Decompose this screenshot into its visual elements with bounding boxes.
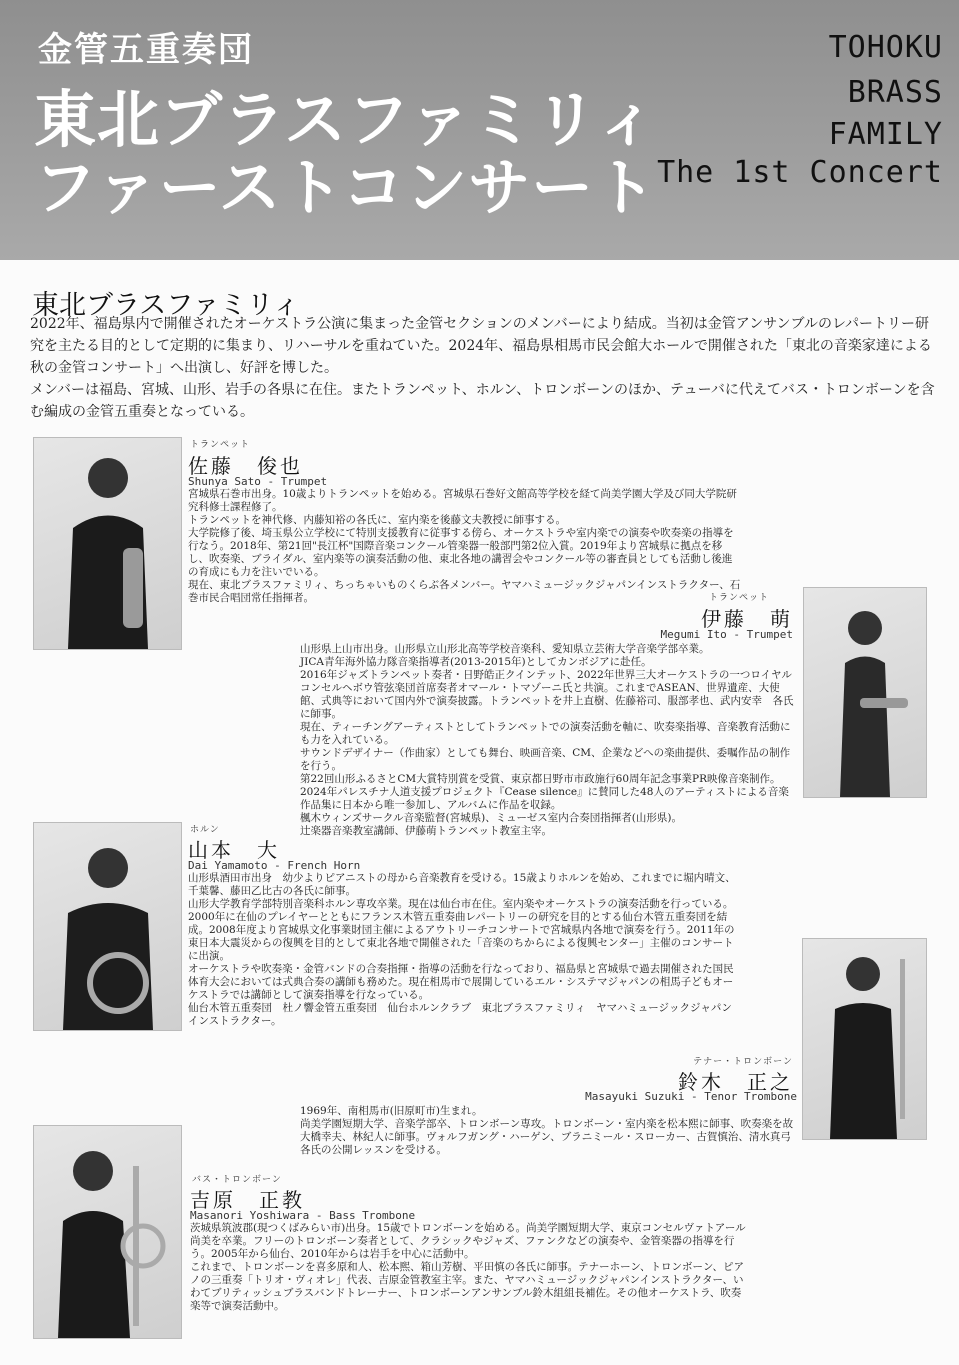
member-instrument-kana: トランペット	[190, 440, 251, 450]
english-title-line-4: The 1st Concert	[657, 155, 943, 190]
bio-paragraph: 大学院修了後、埼玉県公立学校にて特別支援教育に従事する傍ら、オーケストラや室内楽での演奏や吹奏楽の指導を行なう。2018年、第21回"長江杯"国際音楽コンクール管楽器一般部門第2位入賞。2019年より宮城県に拠点を移し、吹奏楽、ブライダル、室内楽等の演奏活動の他、東北各地の講習会やコンクール等の審査員としても活動し後進の育成にも力を注いでいる。	[188, 527, 734, 578]
english-title-line-3: FAMILY	[828, 117, 943, 152]
member-bio	[190, 1222, 746, 1313]
trombone-player-figure	[805, 939, 925, 1139]
trumpet-player-figure	[38, 438, 178, 649]
bio-paragraph: 山形大学教育学部特別音楽科ホルン専攻卒業。現在は仙台市在住。室内楽やオーケストラの演奏活動を行っている。2000年に在仙のプレイヤーとともにフランス木管五重奏曲レパートリーの研究を目的とする仙台木管五重奏団を結成。2008年度より宮城県文化事業財団主催によるアウトリーチコンサートで宮城県内各地で演奏を行う。2011年の東日本大震災からの復興を目的として東北各地で開催された「音楽のちからによる復興センター」主催のコンサートに出演。	[188, 898, 735, 962]
bio-paragraph: JICA青年海外協力隊音楽指導者(2013-2015年)としてカンボジアに赴任。	[300, 656, 652, 668]
bio-paragraph: トランペットを神代修、内藤知裕の各氏に、室内楽を後藤文夫教授に師事する。	[188, 514, 566, 526]
member-bio	[300, 1105, 796, 1157]
bio-paragraph: 1969年、南相馬市(旧原町市)生まれ。	[300, 1105, 483, 1117]
member-bio	[188, 872, 741, 1028]
bio-paragraph: 宮城県石巻市出身。10歳よりトランペットを始める。宮城県石巻好文館高等学校を経て尚美学園大学及び同大学院研究科修士課程修了。	[188, 488, 737, 513]
trumpet-player-figure	[805, 588, 925, 797]
member-instrument-kana: テナー・トロンボーン	[693, 1057, 793, 1067]
member-bio	[188, 488, 741, 605]
bio-paragraph: 現在、東北ブラスファミリィ、ちっちゃいものくらぶ各メンバー。ヤマハミュージックジャパンインストラクター、石巻市民合唱団常任指揮者。	[188, 579, 741, 604]
intro-paragraph-1: 2022年、福島県内で開催されたオーケストラ公演に集まった金管セクションのメンバーにより結成。当初は金管アンサンブルのレパートリー研究を主たる目的として定期的に集まり、リハーサルを重ねていた。2024年、福島県相馬市民会館大ホールで開催された「東北の音楽家達による秋の金管コンサート」へ出演し、好評を博した。	[30, 316, 932, 376]
member-name: 佐藤 俊也	[188, 454, 303, 478]
member-name: 吉原 正教	[190, 1188, 305, 1212]
bio-paragraph: 山形県上山市出身。山形県立山形北高等学校音楽科、愛知県立芸術大学音楽学部卒業。	[300, 643, 710, 655]
horn-player-figure	[38, 823, 178, 1030]
member-name: 山本 大	[188, 838, 280, 862]
bio-paragraph: オーケストラや吹奏楽・金管バンドの合奏指揮・指導の活動を行なっており、福島県と宮城県で過去開催された国民体育大会においては式典合奏の講師も務めた。現在相馬市で展開しているエル・システマジャパンの相馬子どもオーケストラでは講師として演奏指導を行なっている。	[188, 963, 734, 1001]
member-instrument-kana: バス・トロンボーン	[192, 1175, 282, 1185]
member-instrument-kana: トランペット	[708, 593, 769, 603]
intro-text	[30, 313, 935, 423]
member-instrument-kana: ホルン	[190, 825, 220, 835]
bio-paragraph: 辻楽器音楽教室講師、伊藤萌トランペット教室主宰。	[300, 825, 552, 837]
member-photo-ito	[803, 587, 927, 798]
ensemble-type: 金管五重奏団	[38, 30, 254, 70]
bio-paragraph: これまで、トロンボーンを喜多原和人、松本熙、箱山芳樹、平田慎の各氏に師事。テナーホーン、トロンボーン、ピアノの三重奏「トリオ・ヴィオレ」代表、吉原金管教室主宰。また、ヤマハミュージックジャパンインストラクター、いわてブリティッシュブラスバンドトレーナー、トロンボーンアンサンブル鈴木組組長補佐。その他オーケストラ、吹奏楽等で演奏活動中。	[190, 1261, 744, 1312]
intro-paragraph-2: メンバーは福島、宮城、山形、岩手の各県に在住。またトランペット、ホルン、トロンボーンのほか、テューバに代えてバス・トロンボーンを含む編成の金管五重奏となっている。	[30, 382, 935, 420]
member-name: 鈴木 正之	[678, 1070, 793, 1094]
member-photo-yoshiwara	[33, 1125, 182, 1339]
english-title-line-1: TOHOKU	[828, 30, 943, 65]
bio-paragraph: 第22回山形ふるさとCM大賞特別賞を受賞、東京都日野市市政施行60周年記念事業PR映像音楽制作。2024年パレスチナ人道支援プロジェクト『Cease silence』に賛同した48人のアーティストによる音楽作品集に日本から唯一参加し、アルバムに作品を収録。	[300, 773, 789, 811]
section-heading: 東北ブラスファミリィ	[32, 290, 300, 321]
member-photo-yamamoto	[33, 822, 182, 1031]
bio-paragraph: 楓木ウィンズサークル音楽監督(宮城県)、ミューゼス室内合奏団指揮者(山形県)。	[300, 812, 682, 824]
member-romaji: Dai Yamamoto - French Horn	[188, 859, 361, 872]
bio-paragraph: 2016年ジャズトランペット奏者・日野皓正クインテット、2022年世界三大オーケストラの一つロイヤルコンセルヘボウ管弦楽団首席奏者オマール・トマゾーニ氏と共演。これまでASEAN、世界遺産、大使館、式典等において国内外で演奏披露。トランペットを井上直樹、佐藤裕司、服部孝也、武内安幸 各氏に師事。	[300, 669, 794, 720]
member-bio	[300, 643, 796, 838]
member-romaji: Masanori Yoshiwara - Bass Trombone	[190, 1209, 416, 1222]
title-line-2: ファーストコンサート	[34, 151, 658, 224]
member-romaji: Shunya Sato - Trumpet	[188, 475, 328, 488]
bio-paragraph: 山形県酒田市出身 幼少よりピアニストの母から音楽教育を受ける。15歳よりホルンを始め、これまでに堀内晴文、千葉馨、藤田乙比古の各氏に師事。	[188, 872, 736, 897]
member-romaji: Masayuki Suzuki - Tenor Trombone	[585, 1090, 797, 1103]
bio-paragraph: サウンドデザイナー（作曲家）としても舞台、映画音楽、CM、企業などへの楽曲提供、委嘱作品の制作を行う。	[300, 747, 791, 772]
bio-paragraph: 仙台木管五重奏団 杜ノ響金管五重奏団 仙台ホルンクラブ 東北ブラスファミリィ ヤマハミュージックジャパンインストラクター。	[188, 1002, 732, 1027]
member-photo-suzuki	[802, 938, 927, 1140]
header-banner	[0, 0, 959, 260]
bio-paragraph: 尚美学園短期大学、音楽学部卒、トロンボーン専攻。トロンボーン・室内楽を松本熙に師事、吹奏楽を故大橋幸夫、林紀人に師事。ヴォルフガング・ハーゲン、ブラニミール・スローカー、古賀慎治、清水真弓各氏の公開レッスンを受ける。	[300, 1118, 794, 1156]
member-romaji: Megumi Ito - Trumpet	[660, 628, 793, 641]
bio-paragraph: 現在、ティーチングアーティストとしてトランペットでの演奏活動を軸に、吹奏楽指導、音楽教育活動にも力を入れている。	[300, 721, 791, 746]
english-title-line-2: BRASS	[847, 75, 943, 110]
member-photo-sato	[33, 437, 182, 650]
bass-trombone-player-figure	[38, 1126, 178, 1338]
bio-paragraph: 茨城県筑波郡(現つくばみらい市)出身。15歳でトロンボーンを始める。尚美学園短期大学、東京コンセルヴァトアール尚美を卒業。フリーのトロンボーン奏者として、クラシックやジャズ、ファンクなどの演奏や、金管楽器の指導を行う。2005年から仙台、2010年からは岩手を中心に活動中。	[190, 1222, 746, 1260]
member-name: 伊藤 萌	[701, 607, 793, 631]
title-line-1: 東北ブラスファミリィ	[34, 83, 659, 156]
